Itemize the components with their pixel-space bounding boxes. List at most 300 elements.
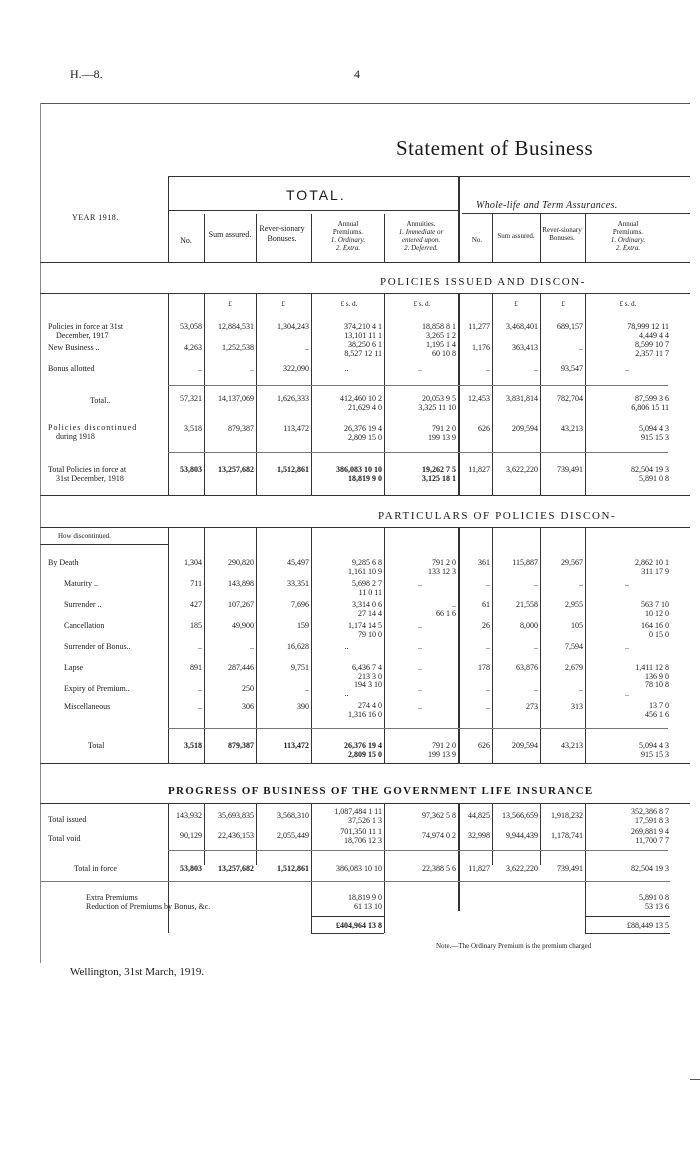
hdr-sep-8 [540, 214, 541, 262]
s2-row2-label: Surrender .. [64, 600, 102, 609]
s3-row0-no: 143,932 [176, 811, 202, 820]
s2-row3-ap [311, 621, 382, 639]
s1-row1-rev2: .. [579, 343, 583, 352]
s3-row1-rev: 2,055,449 [277, 831, 309, 840]
s2-row1-ap2: .. [625, 579, 629, 588]
s1-row1-ap2-2: 2,357 11 7 [635, 349, 669, 358]
s2-row0-rev: 45,497 [287, 558, 309, 567]
s3-row1-rev2: 1,178,741 [551, 831, 583, 840]
s1-row2-rev2: 93,547 [561, 364, 583, 373]
s2-row4-no: .. [198, 642, 202, 651]
s2-row5-rev2: 2,679 [565, 663, 583, 672]
s3-row2-label: Total in force [74, 864, 117, 873]
s2-row0-no: 1,304 [184, 558, 202, 567]
hdr-sep-2 [204, 214, 205, 262]
grand-total-2: £88,449 13 5 [627, 921, 669, 930]
s1-row4-ap [311, 424, 382, 442]
section2-title: PARTICULARS OF POLICIES DISCON- [378, 510, 617, 522]
s1-row4-ann-2: 199 13 9 [428, 433, 456, 442]
s2-row0-ann-1: 791 2 0 [432, 558, 456, 567]
s1-row1-rev: .. [305, 343, 309, 352]
s2-row1-ap-1: 5,698 2 7 [352, 579, 382, 588]
grand-total: £404,964 13 8 [336, 921, 382, 930]
s1-row0-label2: December, 1917 [56, 331, 109, 340]
section2-top-rule [40, 495, 690, 496]
col-reversionary-2: Rever-sionary Bonuses. [542, 226, 582, 242]
s2-row0-ap [311, 558, 382, 576]
s1-row1-ann-1: 1,195 1 4 [426, 340, 456, 349]
hdr-sep-6 [458, 176, 460, 262]
margin-mark [690, 1079, 700, 1080]
unit-ap2: £ s. d. [619, 300, 637, 308]
s2-row2-ap-1: 3,314 0 6 [352, 600, 382, 609]
s2-row8-ap-1: 26,376 19 4 [344, 741, 382, 750]
s1-row2-rev: 322,090 [283, 364, 309, 373]
s1-row0-rev2: 689,157 [557, 322, 583, 331]
s3-row0-ap2 [585, 807, 669, 825]
s2-row8-ap2 [585, 741, 669, 759]
s2-row7-rev2: 313 [571, 702, 583, 711]
s2-row8-ap2-2: 915 15 3 [641, 750, 669, 759]
grand-total2-underline [585, 933, 670, 934]
s2-row1-ap-2: 11 0 11 [358, 588, 382, 597]
s1-row0-ann-2: 3,265 1 2 [426, 331, 456, 340]
s1-row0-no: 53,058 [180, 322, 202, 331]
s2-row3-ann: .. [418, 621, 422, 630]
s1-row2-label: Bonus allotted [48, 364, 95, 373]
col-annuities [386, 220, 456, 252]
s3-row2-ap: 386,083 10 10 [336, 864, 382, 873]
s2-row0-sum2: 115,887 [512, 558, 538, 567]
s2-row6-ap2-1: 78 10 8 [645, 680, 669, 689]
s2-row2-ap2 [585, 600, 669, 618]
s2-row8-ap [311, 741, 382, 759]
annual2-line-2: Premiums. [612, 228, 644, 236]
s1-row4-no2: 626 [478, 424, 490, 433]
s1-row2-ann: .. [418, 364, 422, 373]
s1-row1-ap2-1: 8,599 10 7 [635, 340, 669, 349]
s2-row7-ap2-1: 13 7 0 [649, 701, 669, 710]
s3-total-rule [168, 850, 668, 851]
s3-row0-ann: 97,362 5 8 [422, 811, 456, 820]
annuities-line-1: Annuities. [406, 220, 436, 228]
unit-sum2: £ [514, 300, 518, 308]
s1-row5-ann-2: 3,125 18 1 [422, 474, 456, 483]
s3-row1-no: 90,129 [180, 831, 202, 840]
s3-row2-no: 53,803 [180, 864, 202, 873]
s3-row0-rev: 3,568,310 [277, 811, 309, 820]
s1-row3-ap [311, 394, 382, 412]
s1-row1-ap-1: 38,250 6 1 [348, 340, 382, 349]
header-top-rule [168, 176, 690, 177]
unit-sum: £ [228, 300, 232, 308]
s3-row1-sum: 22,436,153 [218, 831, 254, 840]
s3-row2-ann: 22,388 5 6 [422, 864, 456, 873]
annual2-line-1: Annual [617, 220, 639, 228]
s3-row0-rev2: 1,918,232 [551, 811, 583, 820]
s2-row7-no: .. [198, 702, 202, 711]
annual2-line-4: 2. Extra. [615, 244, 641, 252]
s2-row4-rev2: 7,594 [565, 642, 583, 651]
page-reference: H.—8. [70, 67, 103, 81]
s2-row3-sum2: 8,000 [520, 621, 538, 630]
s2-row0-ann [384, 558, 456, 576]
s1-row0-ann [384, 322, 456, 340]
s2-row7-sum: 306 [242, 702, 254, 711]
s2-row2-rev2: 2,955 [565, 600, 583, 609]
unit-ann: £ s. d. [413, 300, 431, 308]
s2-row5-label: Lapse [64, 663, 84, 672]
s1-row3-no: 57,321 [180, 394, 202, 403]
s1-row5-ap [311, 465, 382, 483]
s1-row1-ann [384, 340, 456, 358]
s3-row2-sum2: 3,622,220 [506, 864, 538, 873]
col-reversionary-bonuses: Rever-sionary Bonuses. [259, 224, 305, 243]
section3-rule [40, 803, 690, 804]
s2-row6-no: .. [198, 684, 202, 693]
unit-rev: £ [281, 300, 285, 308]
s1-row4-ap-1: 26,376 19 4 [344, 424, 382, 433]
s2-row2-ann [384, 600, 456, 618]
s2-row3-ap2-2: 0 15 0 [649, 630, 669, 639]
s1-row2-sum: .. [250, 364, 254, 373]
s2-row3-ap2 [585, 621, 669, 639]
s1-row3-ann [384, 394, 456, 412]
s2-row8-sum: 879,387 [228, 741, 254, 750]
s2-row1-sum: 143,898 [228, 579, 254, 588]
col-no-2: No. [471, 236, 483, 244]
s2-row5-ann: .. [418, 663, 422, 672]
section3-title: PROGRESS OF BUSINESS OF THE GOVERNMENT LIFE INSURANCE [168, 785, 594, 797]
s1-row5-ap2 [585, 465, 669, 483]
s2-row1-rev: 33,351 [287, 579, 309, 588]
s1-row1-label: New Business .. [48, 343, 100, 352]
s2-row3-rev2: 105 [571, 621, 583, 630]
page-number: 4 [354, 67, 360, 81]
total-underline [168, 210, 458, 211]
s2-row6-label: Expiry of Premium.. [64, 684, 130, 693]
col-annual-premiums-2 [588, 220, 668, 252]
s1-row4-ap-2: 2,809 15 0 [348, 433, 382, 442]
s3-row1-ap-2: 18,706 12 3 [344, 836, 382, 845]
s2-row7-ap2-2: 456 1 6 [645, 710, 669, 719]
s2-row0-ap2-2: 311 17 9 [641, 567, 669, 576]
s3-row1-ann: 74,974 0 2 [422, 831, 456, 840]
extra-premiums-label: Extra Premiums [86, 893, 138, 902]
grand-total2-rule [585, 916, 670, 917]
s2-row5-ap-2: 213 3 0 [358, 672, 382, 681]
extra-premiums-ap2: 5,891 0 8 [639, 893, 669, 902]
grand-total-underline [311, 933, 384, 934]
s2-row8-ann [384, 741, 456, 759]
s1-row0-sum: 12,884,531 [218, 322, 254, 331]
col-no: No. [180, 236, 192, 245]
s2-row6-sum: 250 [242, 684, 254, 693]
s3-row1-ap2-1: 269,881 9 4 [631, 827, 669, 836]
section3-top-rule [40, 763, 690, 764]
s1-row3-ap2-1: 87,599 3 6 [635, 394, 669, 403]
s2-row5-ap2-2: 136 9 0 [645, 672, 669, 681]
s2-row8-sum2: 209,594 [512, 741, 538, 750]
s1-row5-rev2: 739,491 [557, 465, 583, 474]
s1-row5-no: 53,803 [180, 465, 202, 474]
s2-row6-sum2: .. [534, 684, 538, 693]
annual-line-3: 1. Ordinary. [330, 236, 366, 244]
s1-row0-ap2 [585, 322, 669, 340]
s2-row6-ap2 [585, 680, 669, 698]
s1-row2-sum2: .. [534, 364, 538, 373]
s2-row0-rev2: 29,567 [561, 558, 583, 567]
s1-total-rule [168, 452, 668, 453]
s2-row5-ap [311, 663, 382, 681]
statement-title: Statement of Business [396, 136, 594, 160]
s2-row8-ap2-1: 5,094 4 3 [639, 741, 669, 750]
s2-row5-no2: 178 [478, 663, 490, 672]
reduction-ap2: 53 13 6 [645, 902, 669, 911]
s1-row2-ap: .. [344, 364, 349, 373]
s2-row0-no2: 361 [478, 558, 490, 567]
s1-row5-label2: 31st December, 1918 [56, 474, 124, 483]
s2-row6-ann: .. [418, 684, 422, 693]
s2-row2-no: 427 [190, 600, 202, 609]
s2-row1-ap [311, 579, 382, 597]
s3-row2-ap2: 82,504 19 3 [631, 864, 669, 873]
s1-row4-ap2 [585, 424, 669, 442]
s2-row8-rev2: 43,213 [561, 741, 583, 750]
s3-row2-rev: 1,512,861 [277, 864, 309, 873]
s3-row2-no2: 11,827 [468, 864, 490, 873]
s2-row6-no2: .. [486, 684, 490, 693]
s2-row5-rev: 9,751 [291, 663, 309, 672]
extra-premiums-ap: 18,819 9 0 [348, 893, 382, 902]
s2-row6-ap2-2: .. [625, 689, 629, 698]
s2-row4-no2: .. [486, 642, 490, 651]
s3-row1-ap2-2: 11,700 7 7 [635, 836, 669, 845]
s2-row2-ap2-1: 563 7 10 [641, 600, 669, 609]
s2-row0-label: By Death [48, 558, 79, 567]
s2-row3-ap2-1: 164 16 0 [641, 621, 669, 630]
s3-extra-rule [40, 881, 670, 882]
s2-row2-sum2: 21,558 [516, 600, 538, 609]
s2-row0-ap-1: 9,285 6 8 [352, 558, 382, 567]
s2-row6-rev: .. [305, 684, 309, 693]
s1-row5-sum2: 3,622,220 [506, 465, 538, 474]
s2-row0-sum: 290,820 [228, 558, 254, 567]
s2-row0-ap2 [585, 558, 669, 576]
s2-row1-rev2: .. [579, 579, 583, 588]
s2-row3-ap-1: 1,174 14 5 [348, 621, 382, 630]
s1-row3-ap-1: 412,460 10 2 [340, 394, 382, 403]
s1-row5-ann-1: 19,262 7 5 [422, 465, 456, 474]
s1-row3-ann-2: 3,325 11 10 [418, 403, 456, 412]
s1-row3-ap2 [585, 394, 669, 412]
col-annual-premiums [314, 220, 382, 252]
s1-row3-rev: 1,626,333 [277, 394, 309, 403]
s1-row4-rev2: 43,213 [561, 424, 583, 433]
whole-life-underline [462, 213, 690, 214]
hdr-sep-5 [384, 214, 385, 262]
how-discontinued-label: How discontinued. [58, 532, 111, 540]
s2-row2-ann-1: .. [452, 600, 456, 609]
s2-row8-ann-1: 791 2 0 [432, 741, 456, 750]
s1-row3-ap-2: 21,629 4 0 [348, 403, 382, 412]
s2-row7-ann: .. [418, 702, 422, 711]
s1-row1-ap2 [585, 340, 669, 358]
s2-row8-no2: 626 [478, 741, 490, 750]
s2-row3-sum: 49,900 [232, 621, 254, 630]
s3-row0-no2: 44,825 [468, 811, 490, 820]
section2-rule [40, 527, 690, 528]
s1-row0-ann-1: 18,858 8 1 [422, 322, 456, 331]
s3-row1-ap2 [585, 827, 669, 845]
premium-note: Note.—The Ordinary Premium is the premium charged [436, 942, 592, 950]
s2-row2-rev: 7,696 [291, 600, 309, 609]
col-sum-assured: Sum assured. [208, 230, 252, 239]
s3-row0-ap [311, 807, 382, 825]
s2-row7-no2: .. [486, 702, 490, 711]
annual-line-4: 2. Extra. [335, 244, 361, 252]
section1-rule [40, 293, 690, 294]
s2-row8-ann-2: 199 13 9 [428, 750, 456, 759]
s2-row1-label: Maturity .. [64, 579, 98, 588]
s2-row3-rev: 159 [297, 621, 309, 630]
s1-row0-ap-2: 13,101 11 1 [344, 331, 382, 340]
s1-row0-label: Policies in force at 31st [48, 322, 124, 331]
grand-total-rule [311, 916, 384, 917]
s1-row1-ann-2: 60 10 8 [432, 349, 456, 358]
s2-row2-ap2-2: 10 12 0 [645, 609, 669, 618]
s1-row4-label: Policies discontinued [48, 423, 138, 432]
s2-row7-ap-2: 1,316 16 0 [348, 710, 382, 719]
s3-row2-sum: 13,257,682 [218, 864, 254, 873]
s1-row4-rev: 113,472 [283, 424, 309, 433]
s1-row5-ap2-1: 82,504 19 3 [631, 465, 669, 474]
s3-row0-label: Total issued [48, 815, 87, 824]
s2-row8-no: 3,518 [184, 741, 202, 750]
section1-title: POLICIES ISSUED AND DISCON- [380, 276, 587, 288]
s1-row1-ap-2: 8,527 12 11 [344, 349, 382, 358]
s1-row4-label2: during 1918 [56, 432, 95, 441]
s2-row5-no: 891 [190, 663, 202, 672]
s2-row3-ap-2: 79 10 0 [358, 630, 382, 639]
s1-row0-rev: 1,304,243 [277, 322, 309, 331]
s3-row1-no2: 32,998 [468, 831, 490, 840]
s1-row4-ap2-1: 5,094 4 3 [639, 424, 669, 433]
header-bottom-rule [40, 262, 690, 263]
how-discontinued-rule [40, 544, 168, 545]
hdr-sep-3 [256, 214, 257, 262]
s2-row7-ap2 [585, 701, 669, 719]
s1-row4-sum: 879,387 [228, 424, 254, 433]
s2-row4-ann: .. [418, 642, 422, 651]
whole-life-heading: Whole-life and Term Assurances. [476, 200, 618, 211]
s1-row3-sum2: 3,831,814 [506, 394, 538, 403]
s1-row5-ap-2: 18,819 9 0 [348, 474, 382, 483]
s1-row3-ann-1: 20,053 9 5 [422, 394, 456, 403]
s2-row7-ap-1: 274 4 0 [358, 701, 382, 710]
hdr-sep-4 [311, 214, 312, 262]
s1-row0-ap [311, 322, 382, 340]
s1-row4-ann-1: 791 2 0 [432, 424, 456, 433]
s2-row4-sum: .. [250, 642, 254, 651]
s2-row5-sum: 287,446 [228, 663, 254, 672]
s1-row4-no: 3,518 [184, 424, 202, 433]
year-label: YEAR 1918. [72, 213, 119, 222]
s2-row0-ap2-1: 2,862 10 1 [635, 558, 669, 567]
hdr-sep-1 [168, 176, 169, 262]
s2-row0-ap-2: 1,161 10 9 [348, 567, 382, 576]
s2-row6-ap [311, 680, 382, 698]
s1-row5-no2: 11,827 [468, 465, 490, 474]
s2-row4-ap: .. [344, 642, 349, 651]
s3-row0-ap-2: 37,526 1 3 [348, 816, 382, 825]
s2-row7-ap [311, 701, 382, 719]
s1-row1-no: 4,263 [184, 343, 202, 352]
s2-row1-no2: .. [486, 579, 490, 588]
s1-row1-sum: 1,252,538 [222, 343, 254, 352]
s1-row5-ann [384, 465, 456, 483]
s3-row0-ap2-1: 352,386 8 7 [631, 807, 669, 816]
s1-row4-sum2: 209,594 [512, 424, 538, 433]
s3-row0-ap-1: 1,087,484 1 11 [334, 807, 382, 816]
s3-row1-label: Total void [48, 834, 81, 843]
s1-row4-ap2-2: 915 15 3 [641, 433, 669, 442]
s2-row3-no: 185 [190, 621, 202, 630]
s1-row3-rev2: 782,704 [557, 394, 583, 403]
s1-row0-sum2: 3,468,401 [506, 322, 538, 331]
s2-row8-rev: 113,472 [283, 741, 309, 750]
s1-row2-no2: .. [486, 364, 490, 373]
annual-line-1: Annual [337, 220, 359, 228]
annuities-line-2: 1. Immediate or [398, 228, 444, 236]
s1-row0-ap2-1: 78,999 12 11 [627, 322, 669, 331]
s2-row4-sum2: .. [534, 642, 538, 651]
s2-row7-sum2: 273 [526, 702, 538, 711]
s2-row6-rev2: .. [579, 684, 583, 693]
total-heading: TOTAL. [286, 187, 346, 203]
s1-row3-no2: 12,453 [468, 394, 490, 403]
s2-row7-rev: 390 [297, 702, 309, 711]
s1-row3-ap2-2: 6,806 15 11 [631, 403, 669, 412]
s2-row2-ap [311, 600, 382, 618]
s2-row3-no2: 26 [482, 621, 490, 630]
unit-ap: £ s. d. [340, 300, 358, 308]
s1-row3-sum: 14,137,069 [218, 394, 254, 403]
s1-row0-ap2-2: 4,449 4 4 [639, 331, 669, 340]
s1-row5-label: Total Policies in force at [48, 465, 127, 474]
s2-row6-ap-2: .. [344, 689, 349, 698]
s2-row5-sum2: 63,876 [516, 663, 538, 672]
s3-row0-sum: 35,693,835 [218, 811, 254, 820]
s2-row2-sum: 107,267 [228, 600, 254, 609]
reduction-label: Reduction of Premiums by Bonus, &c. [86, 902, 211, 911]
s1-row5-ap-1: 386,083 10 10 [336, 465, 382, 474]
s1-row1-sum2: 363,413 [512, 343, 538, 352]
s3-row2-rev2: 739,491 [557, 864, 583, 873]
annual-line-2: Premiums. [332, 228, 364, 236]
s1-row0-no2: 11,277 [468, 322, 490, 331]
s2-row5-ap2-1: 1,411 12 8 [635, 663, 669, 672]
s1-row2-ap2: .. [625, 364, 629, 373]
s2-row8-label: Total [88, 741, 105, 750]
s3-row1-ap-1: 701,350 11 1 [340, 827, 382, 836]
s2-row4-rev: 16,628 [287, 642, 309, 651]
s2-row5-ap2 [585, 663, 669, 681]
s1-row1-no2: 1,176 [472, 343, 490, 352]
s1-row2-no: .. [198, 364, 202, 373]
s2-row4-ap2: .. [625, 642, 629, 651]
s2-total-rule [168, 728, 668, 729]
